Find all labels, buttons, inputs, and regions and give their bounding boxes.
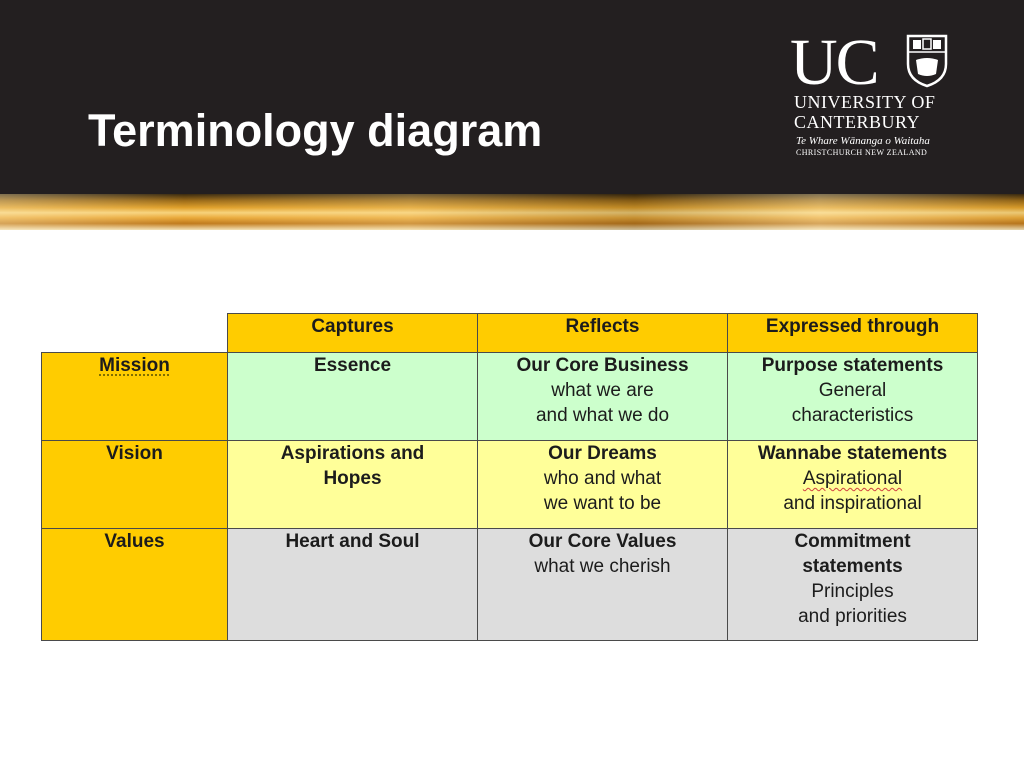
row-header-vision: Vision xyxy=(42,441,228,529)
cell-values-expressed xyxy=(728,529,978,641)
decorative-band xyxy=(0,194,1024,230)
cell-text: what we are xyxy=(551,380,654,401)
cell-mission-captures xyxy=(228,353,478,441)
cell-vision-captures xyxy=(228,441,478,529)
cell-text: what we cherish xyxy=(534,556,671,577)
cell-text: and priorities xyxy=(798,606,907,627)
column-header-expressed-through: Expressed through xyxy=(728,314,978,353)
logo-maori-name: Te Whare Wānanga o Waitaha xyxy=(796,135,930,147)
cell-bold-text: Essence xyxy=(313,355,392,376)
cell-text: and what we do xyxy=(535,405,670,426)
university-logo xyxy=(790,26,960,162)
row-label-mission: Mission xyxy=(99,355,170,376)
spellcheck-underlined-text: Aspirational xyxy=(802,468,903,489)
cell-bold-text: Commitment xyxy=(794,531,911,552)
cell-values-captures xyxy=(228,529,478,641)
cell-mission-expressed xyxy=(728,353,978,441)
cell-bold-text: Our Dreams xyxy=(548,443,657,464)
cell-text: General xyxy=(818,380,887,401)
logo-canterbury: CANTERBURY xyxy=(794,112,921,132)
cell-vision-reflects xyxy=(478,441,728,529)
table-header-row xyxy=(42,314,978,353)
cell-text: we want to be xyxy=(543,493,662,514)
slide-header xyxy=(0,0,1024,194)
logo-location: CHRISTCHURCH NEW ZEALAND xyxy=(796,148,928,157)
table-row-values xyxy=(42,529,978,641)
cell-bold-text: Hopes xyxy=(323,468,382,489)
table-corner xyxy=(42,314,228,353)
cell-text: characteristics xyxy=(791,405,914,426)
row-header-values: Values xyxy=(42,529,228,641)
cell-bold-text: Purpose statements xyxy=(761,355,944,376)
logo-mark: UC xyxy=(790,26,878,99)
cell-text: and inspirational xyxy=(783,493,922,514)
cell-mission-reflects xyxy=(478,353,728,441)
cell-text: Principles xyxy=(811,581,894,602)
cell-bold-text: Aspirations and xyxy=(280,443,425,464)
cell-text xyxy=(728,466,977,491)
slide-title: Terminology diagram xyxy=(88,105,543,156)
cell-values-reflects xyxy=(478,529,728,641)
table-row-vision xyxy=(42,441,978,529)
terminology-table xyxy=(41,313,978,641)
table-row-mission xyxy=(42,353,978,441)
shield-crest-icon xyxy=(906,34,948,88)
cell-bold-text: Our Core Business xyxy=(516,355,689,376)
column-header-reflects: Reflects xyxy=(478,314,728,353)
cell-text: who and what xyxy=(543,468,662,489)
cell-bold-text: Wannabe statements xyxy=(757,443,948,464)
cell-bold-text: statements xyxy=(802,556,903,577)
cell-bold-text: Our Core Values xyxy=(528,531,677,552)
logo-university-of: UNIVERSITY OF xyxy=(794,92,936,112)
row-header-mission xyxy=(42,353,228,441)
cell-vision-expressed xyxy=(728,441,978,529)
cell-bold-text: Heart and Soul xyxy=(285,531,420,552)
column-header-captures: Captures xyxy=(228,314,478,353)
